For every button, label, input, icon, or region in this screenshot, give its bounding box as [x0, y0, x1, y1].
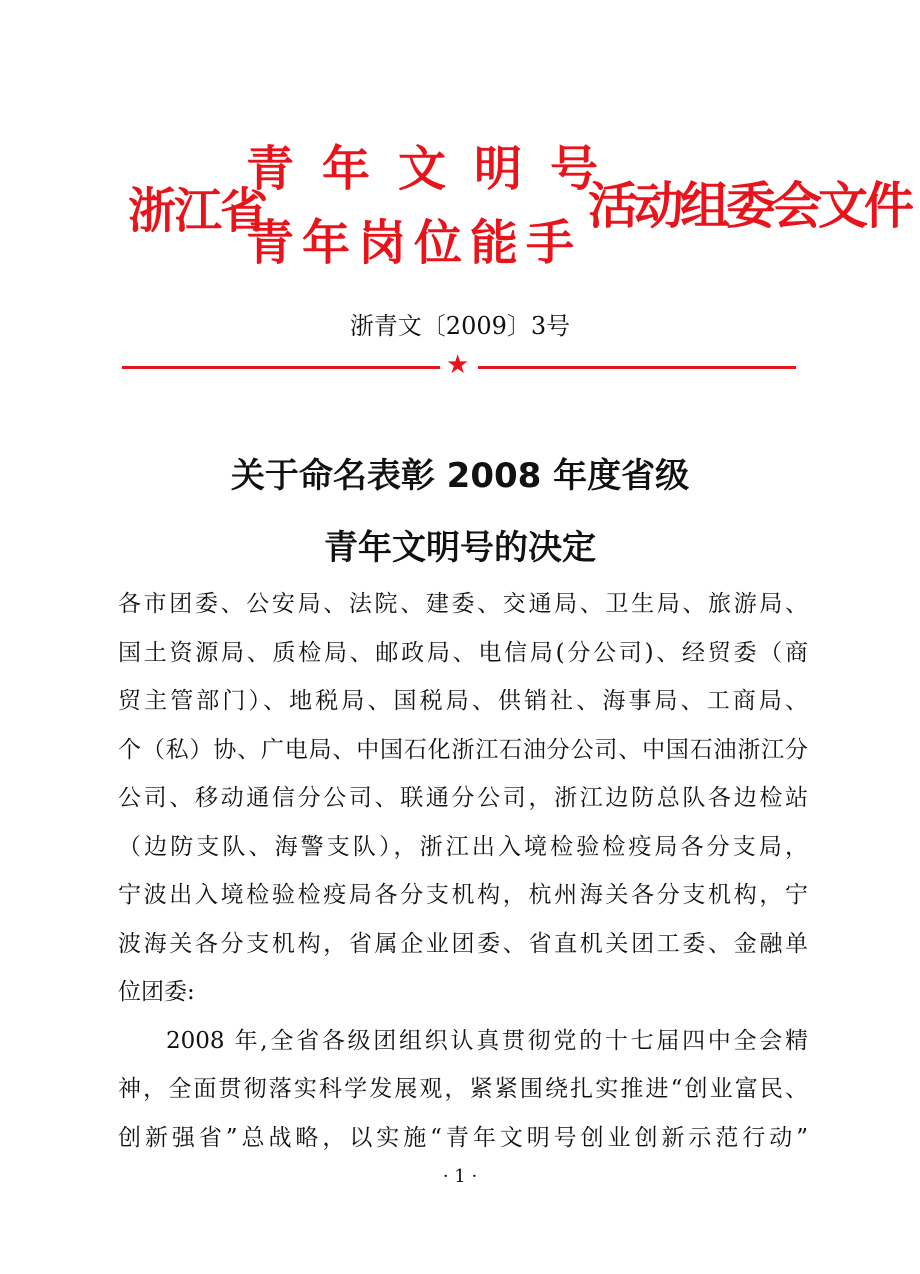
body-line: 各市团委、公安局、法院、建委、交通局、卫生局、旅游局、 — [118, 591, 808, 617]
body-line: 2008 年,全省各级团组织认真贯彻党的十七届四中全会精 — [166, 1027, 808, 1054]
body-line: 个（私）协、广电局、中国石化浙江石油分公司、中国石油浙江分 — [118, 736, 808, 763]
page-number: · 1 · — [442, 1166, 478, 1187]
document-body — [118, 580, 808, 1162]
header-youth-post-expert: 青年岗位能手 — [246, 215, 583, 271]
document-number: 浙青文〔2009〕3号 — [349, 312, 571, 340]
body-line: 位团委: — [118, 979, 195, 1005]
document-title-line2: 青年文明号的决定 — [324, 528, 596, 568]
body-line: 神，全面贯彻落实科学发展观，紧紧围绕扎实推进“创业富民、 — [118, 1076, 808, 1102]
body-line: 创新强省”总战略，以实施“青年文明号创业创新示范行动” — [118, 1124, 808, 1151]
body-line: 宁波出入境检验检疫局各分支机构，杭州海关各分支机构，宁 — [118, 882, 808, 908]
body-line: 贸主管部门）、地税局、国税局、供销社、海事局、工商局、 — [118, 688, 808, 714]
body-line: （边防支队、海警支队），浙江出入境检验检疫局各分支局， — [118, 833, 808, 860]
header-committee-document: 活动组委会文件 — [588, 177, 910, 235]
document-title-line1: 关于命名表彰 2008 年度省级 — [230, 456, 690, 496]
body-line: 国土资源局、质检局、邮政局、电信局(分公司)、经贸委（商 — [118, 639, 808, 666]
body-line: 公司、移动通信分公司、联通分公司，浙江边防总队各边检站 — [118, 785, 808, 811]
body-line: 波海关各分支机构，省属企业团委、省直机关团工委、金融单 — [118, 930, 808, 957]
header-youth-civilization: 青年文明号 — [246, 141, 627, 197]
red-rule-left — [122, 366, 440, 369]
red-rule-right — [478, 366, 796, 369]
header-province: 浙江省 — [128, 183, 267, 239]
star-icon: ★ — [446, 350, 470, 380]
